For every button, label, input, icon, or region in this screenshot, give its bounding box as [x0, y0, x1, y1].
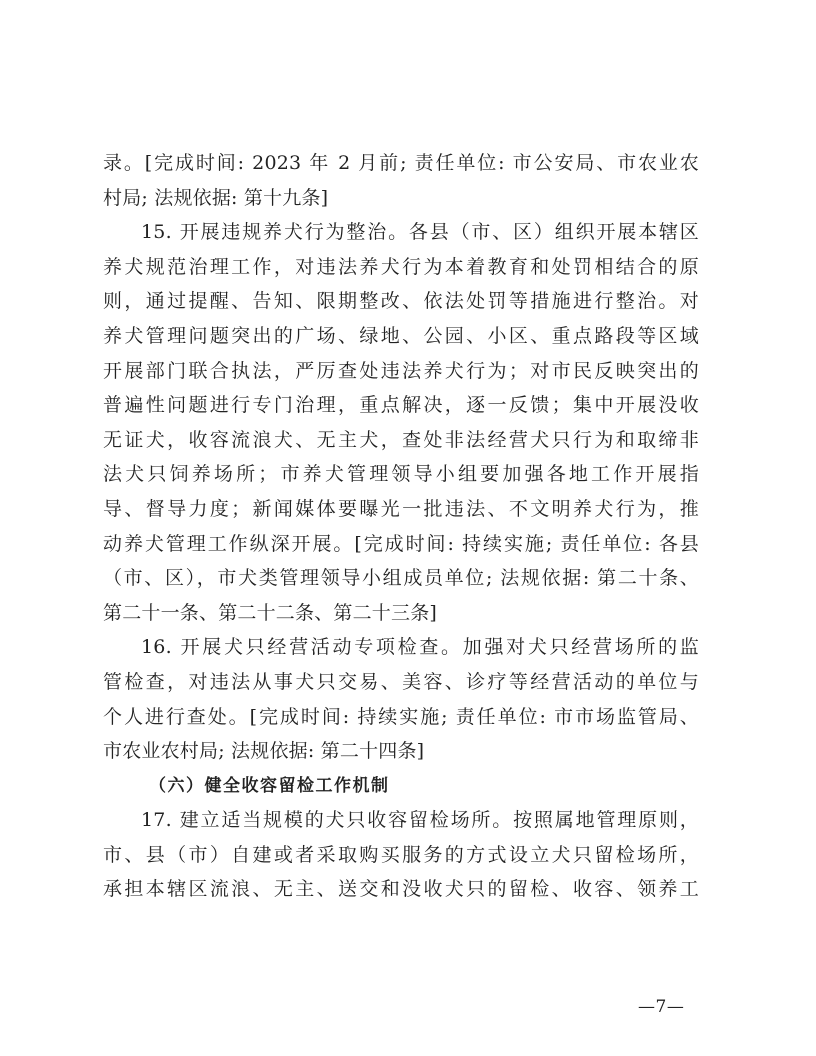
text-line: 开展部门联合执法，严厉查处违法养犬行为；对市民反映突出的	[103, 359, 699, 382]
text-line: 养犬规范治理工作，对违法养犬行为本着教育和处罚相结合的原	[103, 255, 699, 278]
text-line: 养犬管理问题突出的广场、绿地、公园、小区、重点路段等区域	[103, 324, 699, 347]
text-line: 普遍性问题进行专门治理，重点解决，逐一反馈；集中开展没收	[103, 394, 699, 417]
text-line: 导、督导力度；新闻媒体要曝光一批违法、不文明养犬行为，推	[103, 497, 699, 520]
text-line: 动养犬管理工作纵深开展。[完成时间: 持续实施; 责任单位: 各县	[103, 532, 699, 555]
section-heading: （六）健全收容留检工作机制	[149, 775, 390, 796]
text-line: 则，通过提醒、告知、限期整改、依法处罚等措施进行整治。对	[103, 290, 699, 313]
text-line: 村局; 法规依据: 第十九条]	[103, 186, 329, 209]
page-number: —7—	[638, 997, 685, 1017]
text-line: 市、县（市）自建或者采取购买服务的方式设立犬只留检场所，	[103, 843, 699, 866]
item-17-start: 17. 建立适当规模的犬只收容留检场所。按照属地管理原则，	[141, 809, 699, 832]
text-line: 承担本辖区流浪、无主、送交和没收犬只的留检、收容、领养工	[103, 878, 699, 901]
text-line: （市、区），市犬类管理领导小组成员单位; 法规依据: 第二十条、	[103, 567, 699, 590]
text-line: 录。[完成时间: 2023 年 2 月前; 责任单位: 市公安局、市农业农	[103, 152, 699, 174]
text-line: 无证犬，收容流浪犬、无主犬，查处非法经营犬只行为和取缔非	[103, 428, 699, 451]
text-line: 法犬只饲养场所；市养犬管理领导小组要加强各地工作开展指	[103, 463, 699, 486]
text-line: 个人进行查处。[完成时间: 持续实施; 责任单位: 市市场监管局、	[103, 705, 699, 728]
body-text	[103, 146, 699, 907]
item-16-start: 16. 开展犬只经营活动专项检查。加强对犬只经营场所的监	[141, 636, 699, 659]
item-15-start: 15. 开展违规养犬行为整治。各县（市、区）组织开展本辖区	[141, 221, 699, 244]
text-line: 第二十一条、第二十二条、第二十三条]	[103, 601, 438, 624]
text-line: 市农业农村局; 法规依据: 第二十四条]	[103, 740, 425, 763]
text-line: 管检查，对违法从事犬只交易、美容、诊疗等经营活动的单位与	[103, 670, 699, 693]
